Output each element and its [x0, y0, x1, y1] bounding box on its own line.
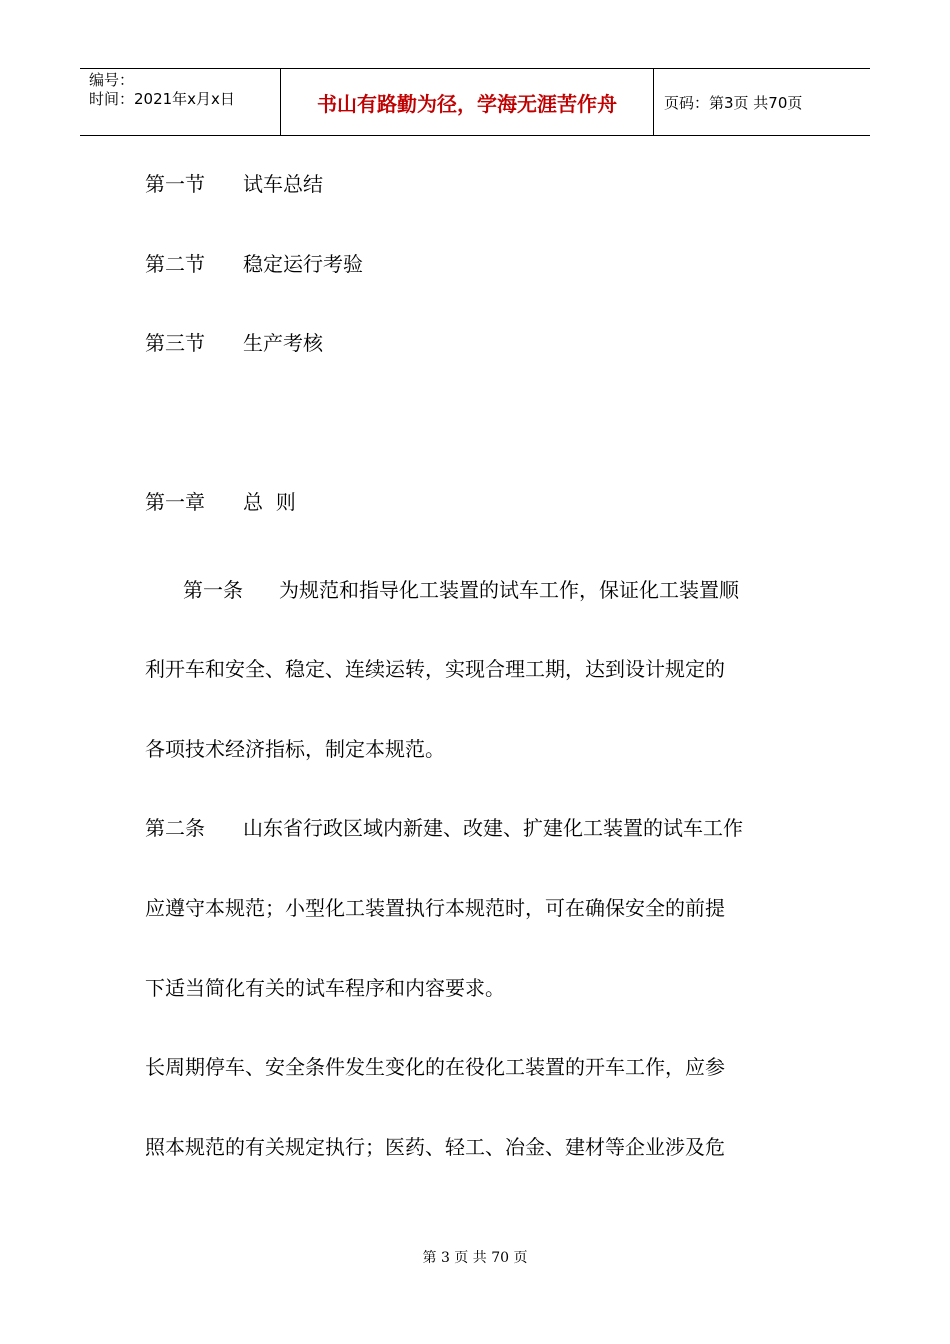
header-meta: [80, 69, 281, 135]
chapter-title: 总 则: [243, 490, 296, 514]
toc-item-title: 稳定运行考验: [243, 252, 363, 276]
body-line: 各项技术经济指标，制定本规范。: [145, 737, 445, 761]
body-line: 利开车和安全、稳定、连续运转，实现合理工期，达到设计规定的: [145, 657, 725, 681]
document-date: 时间：2021年x月x日: [89, 90, 235, 108]
body-line: 应遵守本规范；小型化工装置执行本规范时，可在确保安全的前提: [145, 896, 725, 920]
toc-item-1: [145, 172, 323, 196]
toc-item-number: 第二节: [145, 252, 205, 276]
document-number-label: 编号：: [89, 71, 135, 89]
article-text: 为规范和指导化工装置的试车工作，保证化工装置顺: [279, 578, 739, 602]
toc-item-number: 第三节: [145, 331, 205, 355]
toc-item-title: 生产考核: [243, 331, 323, 355]
toc-item-3: [145, 331, 323, 355]
toc-item-2: [145, 252, 363, 276]
article-2-first-line: [145, 816, 743, 840]
toc-item-number: 第一节: [145, 172, 205, 196]
toc-item-title: 试车总结: [243, 172, 323, 196]
body-line: 长周期停车、安全条件发生变化的在役化工装置的开车工作，应参: [145, 1055, 725, 1079]
body-line: 照本规范的有关规定执行；医药、轻工、冶金、建材等企业涉及危: [145, 1135, 725, 1159]
page-footer: 第 3 页 共 70 页: [422, 1250, 528, 1266]
header-page-info: 页码：第3页 共70页: [664, 93, 803, 112]
article-number: 第一条: [183, 578, 243, 602]
article-1-first-line: [183, 578, 739, 602]
chapter-heading: [145, 490, 296, 514]
article-text: 山东省行政区域内新建、改建、扩建化工装置的试车工作: [243, 816, 743, 840]
header-motto: 书山有路勤为径，学海无涯苦作舟: [281, 69, 654, 135]
body-line: 下适当简化有关的试车程序和内容要求。: [145, 976, 505, 1000]
article-number: 第二条: [145, 816, 205, 840]
chapter-number: 第一章: [145, 490, 205, 514]
page-header: [80, 68, 870, 136]
